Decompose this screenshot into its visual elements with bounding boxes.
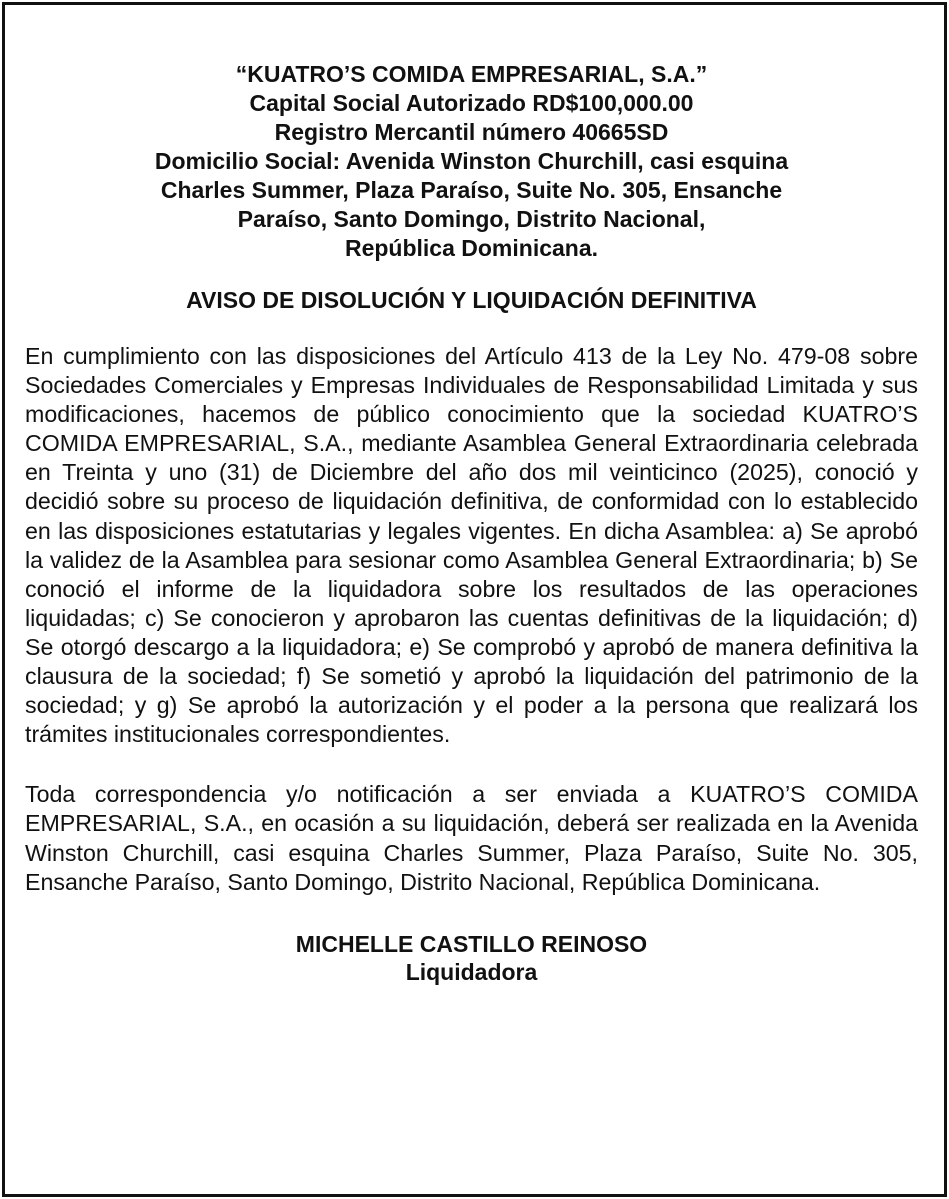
commercial-registry: Registro Mercantil número 40665SD bbox=[274, 119, 669, 145]
address-line-4: República Dominicana. bbox=[344, 235, 599, 261]
body-paragraph-1: En cumplimiento con las disposiciones del Artículo 413 de la Ley No. 479-08 sobre Sociedades Comerciales y Empresas Individuales de Responsabilidad Limitada y sus modificaciones, hacemos de público conocimiento que la sociedad KUATRO’S COMIDA EMPRESARIAL, S.A., mediante Asamblea General Extraordinaria celebrada en Treinta y uno (31) de Diciembre del año dos mil veinticinco (2025), conoció y decidió sobre su proceso de liquidación definitiva, de conformidad con lo establecido en las disposiciones estatutarias y legales vigentes. En dicha Asamblea: a) Se aprobó la validez de la Asamblea para sesionar como Asamblea General Extraordinaria; b) Se conoció el informe de la liquidadora sobre los resultados de las operaciones liquidadas; c) Se conocieron y aprobaron las cuentas definitivas de la liquidación; d) Se otorgó descargo a la liquidadora; e) Se comprobó y aprobó de manera definitiva la clausura de la sociedad; f) Se sometió y aprobó la liquidación del patrimonio de la sociedad; y g) Se aprobó la autorización y el poder a la persona que realizará los trámites institucionales correspondientes. bbox=[25, 343, 918, 748]
body-paragraph-2: Toda correspondencia y/o notificación a ser enviada a KUATRO’S COMIDA EMPRESARIAL, S.A., en ocasión a su liquidación, deberá ser realizada en la Avenida Winston Churchill, casi esquina Charles Summer, Plaza Paraíso, Suite No. 305, Ensanche Paraíso, Santo Domingo, Distrito Nacional, República Dominicana. bbox=[25, 781, 918, 895]
address-line-2: Charles Summer, Plaza Paraíso, Suite No. 305, Ensanche bbox=[160, 177, 783, 203]
signatory-name: MICHELLE CASTILLO REINOSO bbox=[295, 930, 648, 957]
signature-block bbox=[25, 930, 918, 986]
legal-notice bbox=[25, 60, 918, 986]
company-name: “KUATRO’S COMIDA EMPRESARIAL, S.A.” bbox=[235, 61, 708, 87]
signatory-role: Liquidadora bbox=[405, 958, 538, 985]
address-line-3: Paraíso, Santo Domingo, Distrito Nacional, bbox=[237, 206, 706, 232]
address-line-1: Domicilio Social: Avenida Winston Churchill, casi esquina bbox=[154, 148, 789, 174]
notice-title: AVISO DE DISOLUCIÓN Y LIQUIDACIÓN DEFINITIVA bbox=[186, 287, 757, 313]
company-header bbox=[25, 60, 918, 263]
authorized-capital: Capital Social Autorizado RD$100,000.00 bbox=[249, 90, 694, 116]
